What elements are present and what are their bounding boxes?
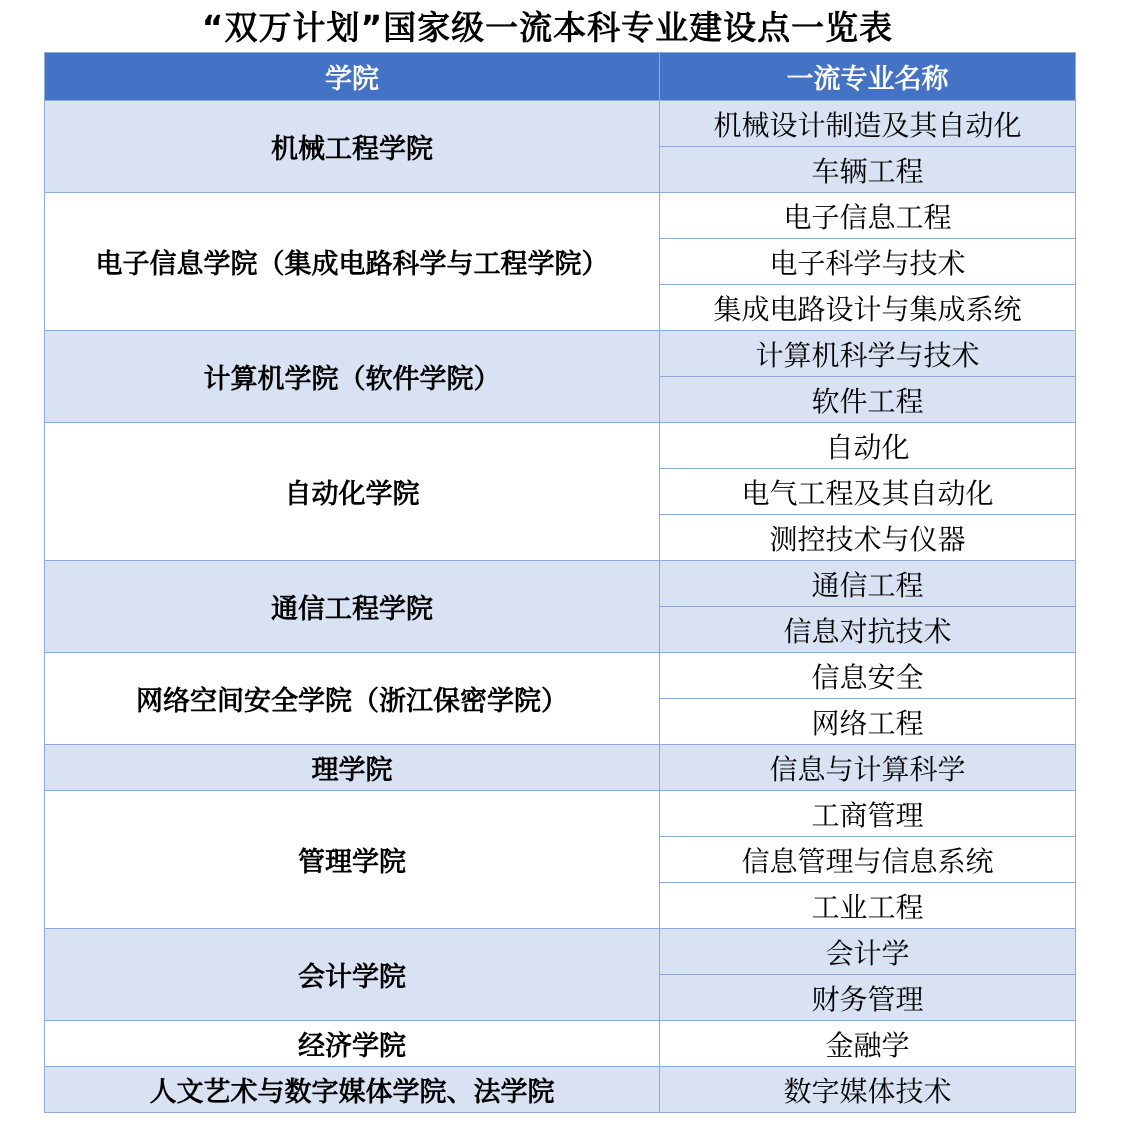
table-header-row [45,53,1076,101]
table-row [45,561,1076,607]
major-cell: 信息与计算科学 [660,745,1076,791]
major-cell: 通信工程 [660,561,1076,607]
major-cell: 自动化 [660,423,1076,469]
college-column-header: 学院 [45,53,660,101]
major-cell: 金融学 [660,1021,1076,1067]
table-row [45,193,1076,239]
college-cell: 通信工程学院 [45,561,660,653]
major-cell: 集成电路设计与集成系统 [660,285,1076,331]
major-cell: 会计学 [660,929,1076,975]
major-cell: 计算机科学与技术 [660,331,1076,377]
major-cell: 电子科学与技术 [660,239,1076,285]
major-cell: 信息安全 [660,653,1076,699]
major-cell: 机械设计制造及其自动化 [660,101,1076,147]
major-cell: 信息对抗技术 [660,607,1076,653]
college-cell: 自动化学院 [45,423,660,561]
table-row [45,653,1076,699]
college-cell: 人文艺术与数字媒体学院、法学院 [45,1067,660,1113]
majors-table [44,52,1076,1113]
major-cell: 车辆工程 [660,147,1076,193]
major-cell: 网络工程 [660,699,1076,745]
page-title: “双万计划”国家级一流本科专业建设点一览表 [201,8,894,47]
major-cell: 数字媒体技术 [660,1067,1076,1113]
major-cell: 测控技术与仪器 [660,515,1076,561]
college-cell: 计算机学院（软件学院） [45,331,660,423]
table-row [45,331,1076,377]
major-cell: 信息管理与信息系统 [660,837,1076,883]
college-cell: 网络空间安全学院（浙江保密学院） [45,653,660,745]
college-cell: 会计学院 [45,929,660,1021]
major-column-header: 一流专业名称 [660,53,1076,101]
major-cell: 电气工程及其自动化 [660,469,1076,515]
table-row [45,745,1076,791]
college-cell: 管理学院 [45,791,660,929]
college-cell: 理学院 [45,745,660,791]
major-cell: 软件工程 [660,377,1076,423]
major-cell: 财务管理 [660,975,1076,1021]
table-row [45,1021,1076,1067]
major-cell: 工商管理 [660,791,1076,837]
college-cell: 机械工程学院 [45,101,660,193]
table-row [45,929,1076,975]
table-row [45,101,1076,147]
college-cell: 电子信息学院（集成电路科学与工程学院） [45,193,660,331]
table-row [45,423,1076,469]
table-row [45,791,1076,837]
major-cell: 电子信息工程 [660,193,1076,239]
table-body [45,101,1076,1113]
college-cell: 经济学院 [45,1021,660,1067]
major-cell: 工业工程 [660,883,1076,929]
table-row [45,1067,1076,1113]
